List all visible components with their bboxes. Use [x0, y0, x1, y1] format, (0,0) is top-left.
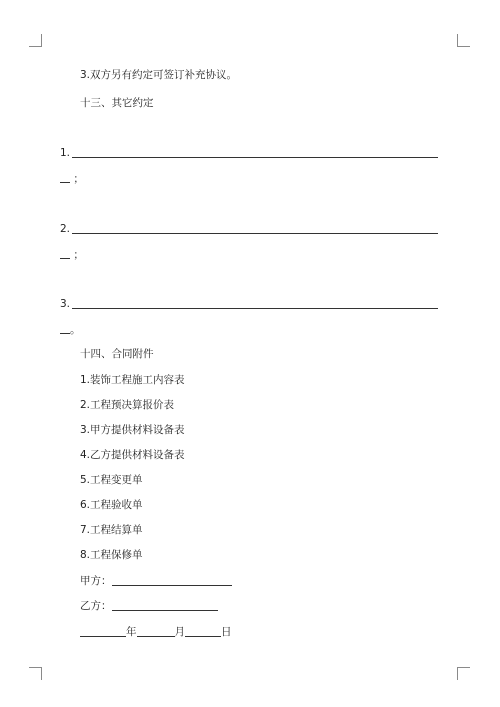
- other-agreement-3-end: 。: [70, 324, 81, 336]
- party-a-label: 甲方：: [80, 575, 112, 587]
- other-agreement-2-line: [60, 222, 438, 236]
- fill-rule: [72, 157, 438, 158]
- month-blank: [137, 626, 175, 637]
- fill-rule-tail: [60, 323, 70, 334]
- day-label: 日: [221, 626, 232, 638]
- year-blank: [80, 626, 126, 637]
- other-agreement-2-end: ；: [73, 249, 84, 261]
- other-agreement-2-tail: [60, 248, 84, 262]
- attachment-item-2: 2.工程预决算报价表: [80, 399, 175, 411]
- other-agreement-1-tail: [60, 172, 84, 186]
- fill-rule-tail: [60, 248, 70, 259]
- other-agreement-1-line: [60, 146, 438, 160]
- attachment-item-8: 8.工程保修单: [80, 549, 143, 561]
- attachment-item-7: 7.工程结算单: [80, 524, 143, 536]
- crop-mark-bottom-left: [29, 667, 42, 680]
- crop-mark-top-right: [457, 34, 470, 47]
- section-13-title: 十三、其它约定: [80, 97, 154, 109]
- crop-mark-bottom-right: [457, 667, 470, 680]
- attachment-item-1: 1.装饰工程施工内容表: [80, 374, 185, 386]
- attachment-item-6: 6.工程验收单: [80, 499, 143, 511]
- party-a-blank: [112, 575, 232, 586]
- attachment-item-4: 4.乙方提供材料设备表: [80, 449, 185, 461]
- attachment-item-5: 5.工程变更单: [80, 474, 143, 486]
- party-a-signature-line: [80, 574, 232, 588]
- other-agreement-3-number: 3.: [60, 298, 71, 310]
- day-blank: [185, 626, 221, 637]
- supplement-clause: 3.双方另有约定可签订补充协议。: [80, 69, 238, 81]
- fill-rule-tail: [60, 172, 70, 183]
- fill-rule: [72, 308, 438, 309]
- other-agreement-3-line: [60, 297, 438, 311]
- party-b-label: 乙方：: [80, 600, 112, 612]
- party-b-signature-line: [80, 599, 218, 613]
- fill-rule: [72, 233, 438, 234]
- section-14-title: 十四、合同附件: [80, 348, 154, 360]
- crop-mark-top-left: [29, 34, 42, 47]
- year-label: 年: [126, 626, 137, 638]
- other-agreement-2-number: 2.: [60, 223, 71, 235]
- month-label: 月: [174, 626, 185, 638]
- date-line: [80, 625, 232, 639]
- party-b-blank: [112, 600, 218, 611]
- attachment-item-3: 3.甲方提供材料设备表: [80, 424, 185, 436]
- other-agreement-3-tail: [60, 323, 81, 337]
- other-agreement-1-number: 1.: [60, 147, 71, 159]
- other-agreement-1-end: ；: [73, 173, 84, 185]
